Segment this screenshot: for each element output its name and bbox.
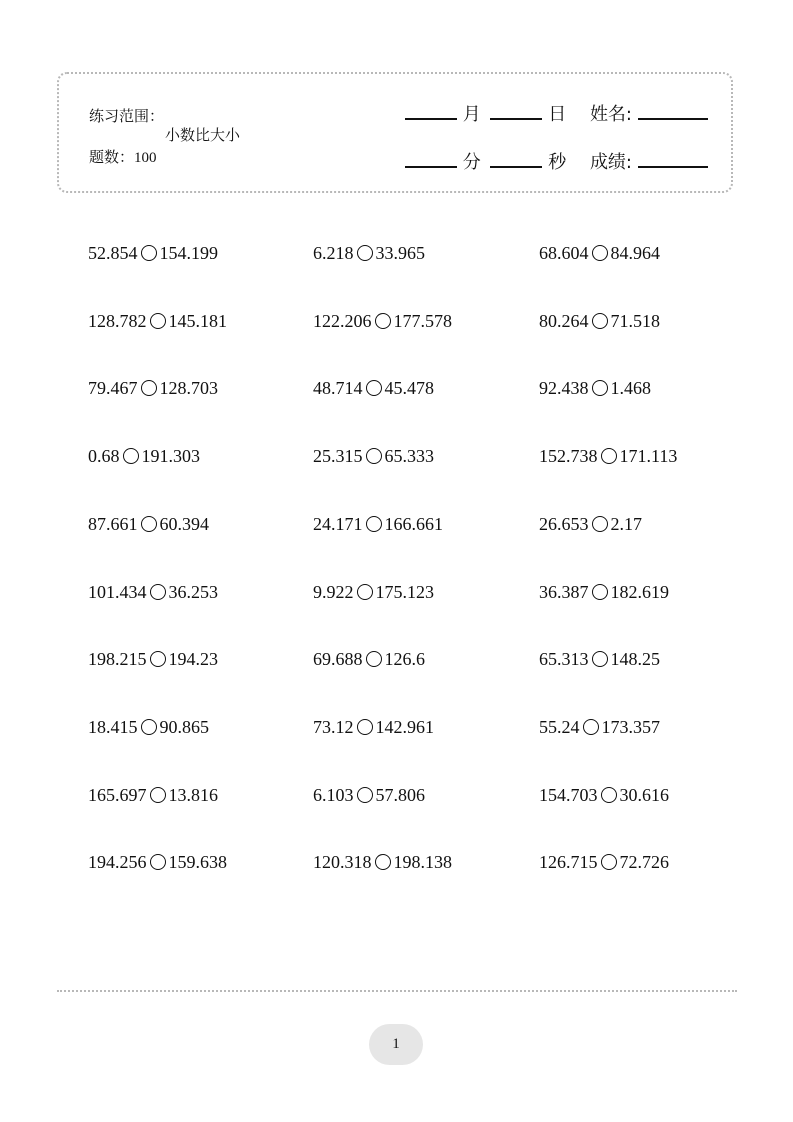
left-number: 6.218	[313, 243, 354, 263]
answer-circle[interactable]	[592, 651, 608, 667]
answer-circle[interactable]	[150, 584, 166, 600]
right-number: 65.333	[384, 446, 434, 467]
answer-circle[interactable]	[141, 245, 157, 261]
left-number: 18.415	[88, 716, 138, 737]
left-number: 92.438	[539, 378, 589, 399]
second-label: 秒	[548, 152, 567, 173]
minute-blank[interactable]	[405, 148, 457, 168]
comparison-problem	[313, 375, 434, 401]
comparison-problem	[539, 443, 677, 469]
right-number: 142.961	[375, 716, 434, 737]
right-number: 148.25	[610, 649, 660, 670]
answer-circle[interactable]	[141, 719, 157, 735]
answer-circle[interactable]	[592, 245, 608, 261]
right-number: 126.6	[384, 649, 425, 670]
score-label: 成绩:	[589, 152, 633, 173]
day-label: 日	[548, 104, 567, 125]
left-number: 126.715	[539, 852, 598, 873]
comparison-problem	[313, 240, 425, 266]
left-number: 6.103	[313, 784, 354, 805]
comparison-problem	[539, 308, 660, 334]
answer-circle[interactable]	[366, 380, 382, 396]
answer-circle[interactable]	[357, 245, 373, 261]
right-number: 159.638	[168, 852, 227, 873]
second-blank[interactable]	[490, 148, 542, 168]
answer-circle[interactable]	[366, 448, 382, 464]
left-number: 152.738	[539, 446, 598, 467]
answer-circle[interactable]	[366, 516, 382, 532]
left-number: 65.313	[539, 649, 589, 670]
comparison-problem	[88, 308, 227, 334]
comparison-problem	[313, 646, 425, 672]
comparison-problem	[313, 511, 443, 537]
range-label: 练习范围：	[89, 107, 165, 125]
right-number: 2.17	[610, 513, 642, 534]
day-blank[interactable]	[490, 100, 542, 120]
time-score-row	[405, 148, 708, 174]
answer-circle[interactable]	[375, 313, 391, 329]
comparison-problem	[88, 646, 218, 672]
left-number: 128.782	[88, 310, 147, 331]
left-number: 194.256	[88, 852, 147, 873]
left-number: 26.653	[539, 513, 589, 534]
comparison-problem	[88, 714, 209, 740]
comparison-problem	[313, 714, 434, 740]
answer-circle[interactable]	[357, 719, 373, 735]
left-number: 154.703	[539, 784, 598, 805]
answer-circle[interactable]	[141, 380, 157, 396]
answer-circle[interactable]	[592, 313, 608, 329]
left-number: 120.318	[313, 852, 372, 873]
comparison-problem	[313, 579, 434, 605]
comparison-problem	[313, 308, 452, 334]
left-number: 9.922	[313, 581, 354, 602]
comparison-problem	[539, 375, 651, 401]
right-number: 71.518	[610, 310, 660, 331]
month-blank[interactable]	[405, 100, 457, 120]
answer-circle[interactable]	[150, 787, 166, 803]
answer-circle[interactable]	[141, 516, 157, 532]
footer-divider	[57, 990, 737, 992]
right-number: 84.964	[610, 243, 660, 263]
left-number: 52.854	[88, 243, 138, 263]
name-blank[interactable]	[638, 100, 708, 120]
left-number: 198.215	[88, 649, 147, 670]
left-number: 87.661	[88, 513, 138, 534]
count-value: 100	[134, 150, 157, 166]
right-number: 166.661	[384, 513, 443, 534]
right-number: 33.965	[375, 243, 425, 263]
left-number: 79.467	[88, 378, 138, 399]
topic-text: 小数比大小	[165, 126, 241, 144]
answer-circle[interactable]	[375, 854, 391, 870]
right-number: 1.468	[610, 378, 651, 399]
right-number: 90.865	[159, 716, 209, 737]
left-number: 25.315	[313, 446, 363, 467]
left-number: 36.387	[539, 581, 589, 602]
question-count	[89, 146, 157, 167]
comparison-problem	[539, 511, 642, 537]
right-number: 182.619	[610, 581, 669, 602]
comparison-problem	[88, 579, 218, 605]
right-number: 60.394	[159, 513, 209, 534]
answer-circle[interactable]	[357, 584, 373, 600]
worksheet-header	[57, 72, 733, 193]
answer-circle[interactable]	[366, 651, 382, 667]
comparison-problem	[88, 240, 218, 266]
answer-circle[interactable]	[601, 854, 617, 870]
comparison-problem	[88, 511, 209, 537]
answer-circle[interactable]	[601, 787, 617, 803]
comparison-problem	[88, 443, 200, 469]
right-number: 191.303	[141, 446, 200, 467]
comparison-problem	[539, 646, 660, 672]
date-name-row	[405, 100, 708, 126]
right-number: 173.357	[601, 716, 660, 737]
comparison-problem	[88, 782, 218, 808]
comparison-problem	[539, 849, 669, 875]
answer-circle[interactable]	[583, 719, 599, 735]
left-number: 24.171	[313, 513, 363, 534]
left-number: 55.24	[539, 716, 580, 737]
answer-circle[interactable]	[357, 787, 373, 803]
left-number: 48.714	[313, 378, 363, 399]
left-number: 69.688	[313, 649, 363, 670]
name-label: 姓名:	[589, 104, 633, 125]
count-label: 题数：	[89, 148, 135, 166]
left-number: 80.264	[539, 310, 589, 331]
left-number: 101.434	[88, 581, 147, 602]
right-number: 198.138	[393, 852, 452, 873]
comparison-problem	[539, 714, 660, 740]
right-number: 128.703	[159, 378, 218, 399]
right-number: 72.726	[619, 852, 669, 873]
right-number: 30.616	[619, 784, 669, 805]
answer-circle[interactable]	[123, 448, 139, 464]
comparison-problem	[313, 443, 434, 469]
comparison-problem	[539, 782, 669, 808]
answer-circle[interactable]	[150, 854, 166, 870]
answer-circle[interactable]	[601, 448, 617, 464]
comparison-problem	[88, 849, 227, 875]
page-number: 1	[369, 1024, 423, 1065]
left-number: 73.12	[313, 716, 354, 737]
minute-label: 分	[462, 152, 481, 173]
right-number: 145.181	[168, 310, 227, 331]
left-number: 165.697	[88, 784, 147, 805]
answer-circle[interactable]	[150, 651, 166, 667]
right-number: 13.816	[168, 784, 218, 805]
left-number: 68.604	[539, 243, 589, 263]
right-number: 175.123	[375, 581, 434, 602]
comparison-problem	[539, 579, 669, 605]
answer-circle[interactable]	[592, 516, 608, 532]
score-blank[interactable]	[638, 148, 708, 168]
comparison-problem	[539, 240, 660, 266]
comparison-problem	[313, 849, 452, 875]
answer-circle[interactable]	[150, 313, 166, 329]
answer-circle[interactable]	[592, 380, 608, 396]
month-label: 月	[462, 104, 481, 125]
right-number: 45.478	[384, 378, 434, 399]
comparison-problem	[88, 375, 218, 401]
right-number: 36.253	[168, 581, 218, 602]
right-number: 171.113	[619, 446, 678, 467]
right-number: 194.23	[168, 649, 218, 670]
left-number: 122.206	[313, 310, 372, 331]
right-number: 57.806	[375, 784, 425, 805]
left-number: 0.68	[88, 446, 120, 467]
right-number: 154.199	[159, 243, 218, 263]
comparison-problem	[313, 782, 425, 808]
answer-circle[interactable]	[592, 584, 608, 600]
right-number: 177.578	[393, 310, 452, 331]
